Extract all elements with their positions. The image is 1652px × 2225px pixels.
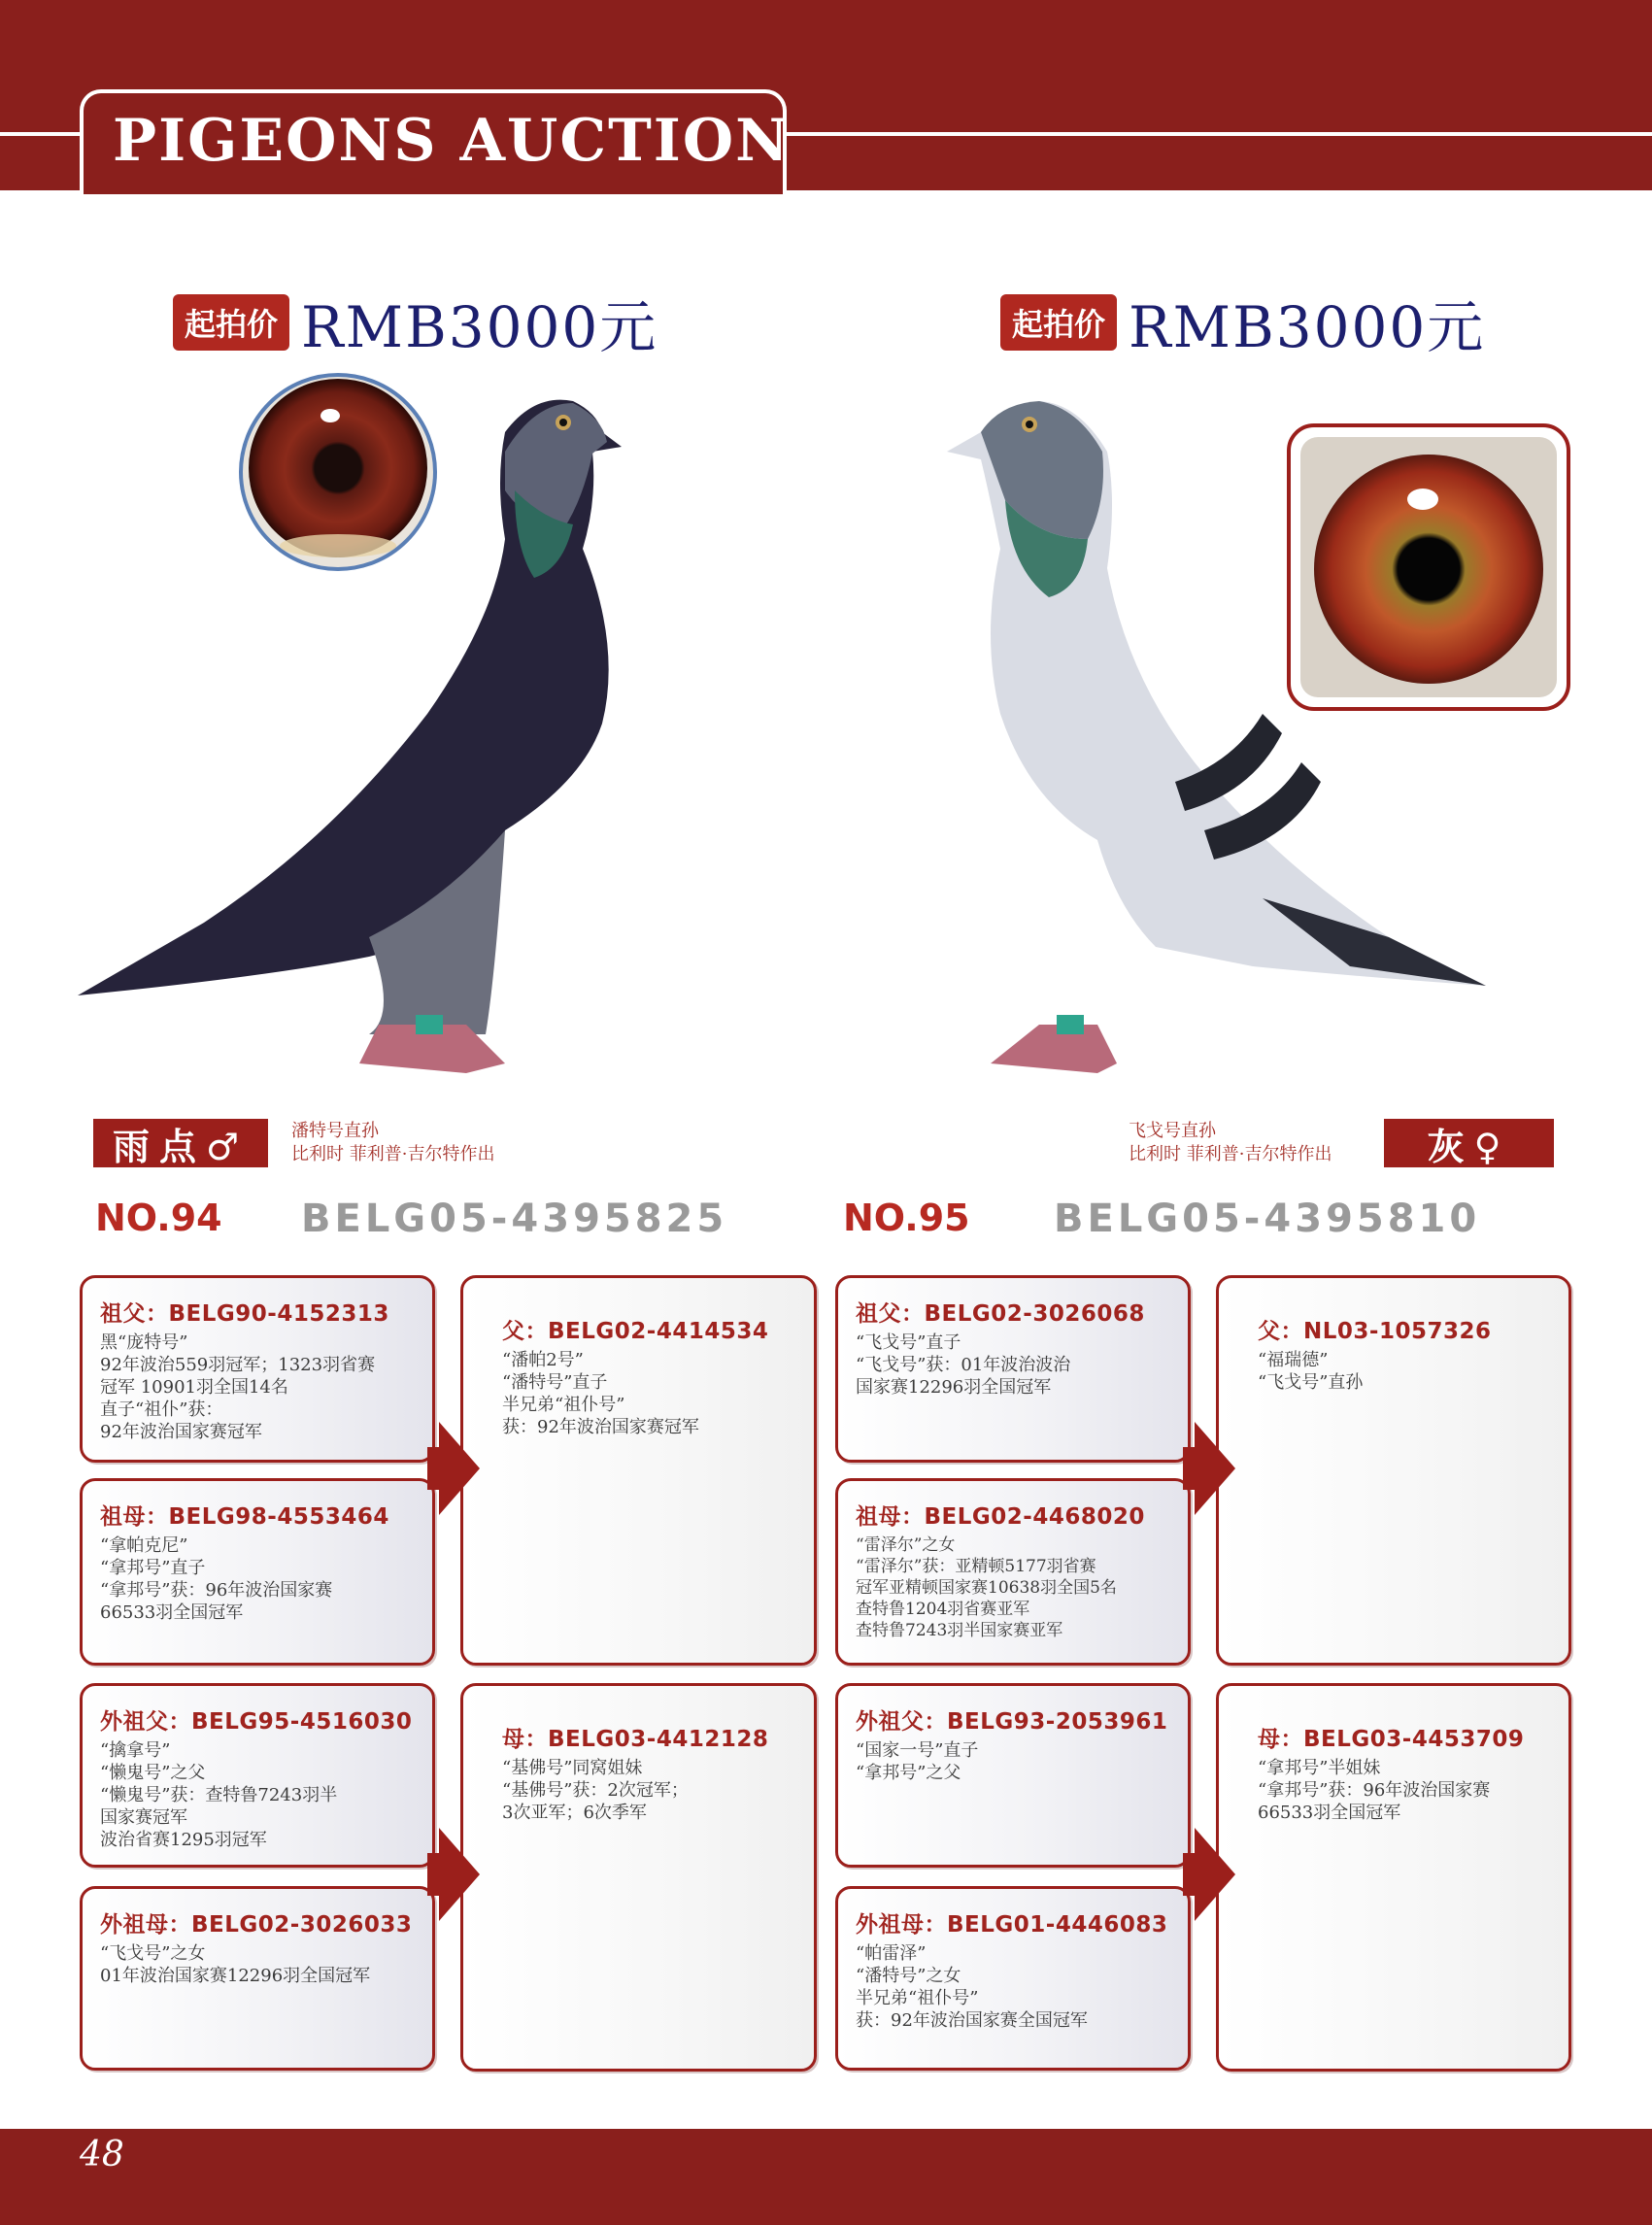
right-father-box: [1216, 1275, 1571, 1666]
left-grandfather-title: 祖父：BELG90-4152313: [100, 1301, 389, 1327]
right-father-arrow: [1195, 1422, 1235, 1515]
left-father-title: 父：BELG02-4414534: [502, 1319, 769, 1344]
header-rule-left: [0, 132, 89, 136]
right-price-value: RMB3000元: [1129, 294, 1486, 360]
left-mat-grandfather-text: “擒拿号” “懒鬼号”之父 “懒鬼号”获：查特鲁7243羽半 国家赛冠军 波治省赛1295羽冠军: [100, 1740, 338, 1850]
right-name-badge: 灰♀: [1384, 1119, 1554, 1167]
page-title: PIGEONS AUCTION: [113, 107, 791, 175]
right-mat-grandmother-text: “帕雷泽” “潘特号”之女 半兄弟“祖仆号” 获：92年波治国家赛全国冠军: [856, 1943, 1088, 2031]
right-mother-box: [1216, 1683, 1571, 2072]
right-mother-title: 母：BELG03-4453709: [1258, 1727, 1525, 1752]
right-mother-text: “拿邦号”半姐妹 “拿邦号”获：96年波治国家赛 66533羽全国冠军: [1258, 1758, 1491, 1823]
left-mat-grandmother-box: [80, 1886, 435, 2071]
left-mother-text: “基佛号”同窝姐妹 “基佛号”获：2次冠军； 3次亚军；6次季军: [502, 1758, 689, 1823]
left-mat-grandfather-title: 外祖父：BELG95-4516030: [100, 1709, 413, 1735]
right-price: [1000, 282, 1485, 363]
left-mother-title: 母：BELG03-4412128: [502, 1727, 769, 1752]
left-mat-grandmother-title: 外祖母：BELG02-3026033: [100, 1912, 413, 1938]
left-father-box: [460, 1275, 817, 1666]
left-father-text: “潘帕2号” “潘特号”直子 半兄弟“祖仆号” 获：92年波治国家赛冠军: [502, 1350, 699, 1437]
right-grandmother-title: 祖母：BELG02-4468020: [856, 1504, 1145, 1530]
left-lot-number: NO.94: [95, 1197, 222, 1239]
header-rule-right: [783, 132, 1652, 136]
right-father-title: 父：NL03-1057326: [1258, 1319, 1492, 1344]
left-origin-line1: 潘特号直孙: [291, 1121, 379, 1141]
footer-banner: [0, 2129, 1652, 2225]
right-origin-line1: 飞戈号直孙: [1129, 1121, 1216, 1141]
right-mother-arrow: [1195, 1828, 1235, 1921]
right-price-label: 起拍价: [1000, 294, 1117, 351]
left-mother-arrow: [439, 1828, 480, 1921]
right-lot-number: NO.95: [843, 1197, 970, 1239]
left-grandmother-box: [80, 1478, 435, 1666]
right-grandmother-box: [835, 1478, 1191, 1666]
right-pigeon-photo: [845, 393, 1486, 1083]
right-origin: [1129, 1120, 1332, 1166]
right-grandmother-text: “雷泽尔”之女 “雷泽尔”获：亚精顿5177羽省赛 冠军亚精顿国家赛10638羽全国5名 查特鲁1204羽省赛亚军 查特鲁7243羽半国家赛亚军: [856, 1535, 1117, 1640]
right-mat-grandfather-text: “国家一号”直子 “拿邦号”之父: [856, 1740, 979, 1783]
left-ring-number: BELG05-4395825: [301, 1197, 728, 1241]
right-mat-grandmother-title: 外祖母：BELG01-4446083: [856, 1912, 1168, 1938]
left-mat-grandmother-text: “飞戈号”之女 01年波治国家赛12296羽全国冠军: [100, 1943, 371, 1986]
left-price-label: 起拍价: [173, 294, 289, 351]
right-mat-grandfather-box: [835, 1683, 1191, 1868]
left-grandfather-box: [80, 1275, 435, 1463]
right-origin-line2: 比利时 菲利普·吉尔特作出: [1129, 1144, 1332, 1164]
left-pigeon-photo: [78, 393, 758, 1083]
right-mat-grandmother-box: [835, 1886, 1191, 2071]
left-grandmother-title: 祖母：BELG98-4553464: [100, 1504, 389, 1530]
left-price: [173, 282, 657, 363]
right-mat-grandfather-title: 外祖父：BELG93-2053961: [856, 1709, 1168, 1735]
left-name-badge: 雨点♂: [93, 1119, 268, 1167]
right-grandfather-text: “飞戈号”直子 “飞戈号”获：01年波治波治 国家赛12296羽全国冠军: [856, 1332, 1071, 1398]
left-grandmother-text: “拿帕克尼” “拿邦号”直子 “拿邦号”获：96年波治国家赛 66533羽全国冠军: [100, 1535, 333, 1623]
right-father-text: “福瑞德” “飞戈号”直孙: [1258, 1350, 1364, 1393]
left-grandfather-text: 黑“庞特号” 92年波治559羽冠军；1323羽省赛 冠军 10901羽全国14名 直子“祖仆”获： 92年波治国家赛冠军: [100, 1332, 376, 1442]
left-price-value: RMB3000元: [301, 294, 658, 360]
right-grandfather-title: 祖父：BELG02-3026068: [856, 1301, 1145, 1327]
left-mat-grandfather-box: [80, 1683, 435, 1868]
left-father-arrow: [439, 1422, 480, 1515]
left-origin-line2: 比利时 菲利普·吉尔特作出: [291, 1144, 495, 1164]
left-mother-box: [460, 1683, 817, 2072]
right-grandfather-box: [835, 1275, 1191, 1463]
right-ring-number: BELG05-4395810: [1054, 1197, 1481, 1241]
left-origin: [291, 1120, 494, 1166]
page-number: 48: [80, 2135, 124, 2174]
